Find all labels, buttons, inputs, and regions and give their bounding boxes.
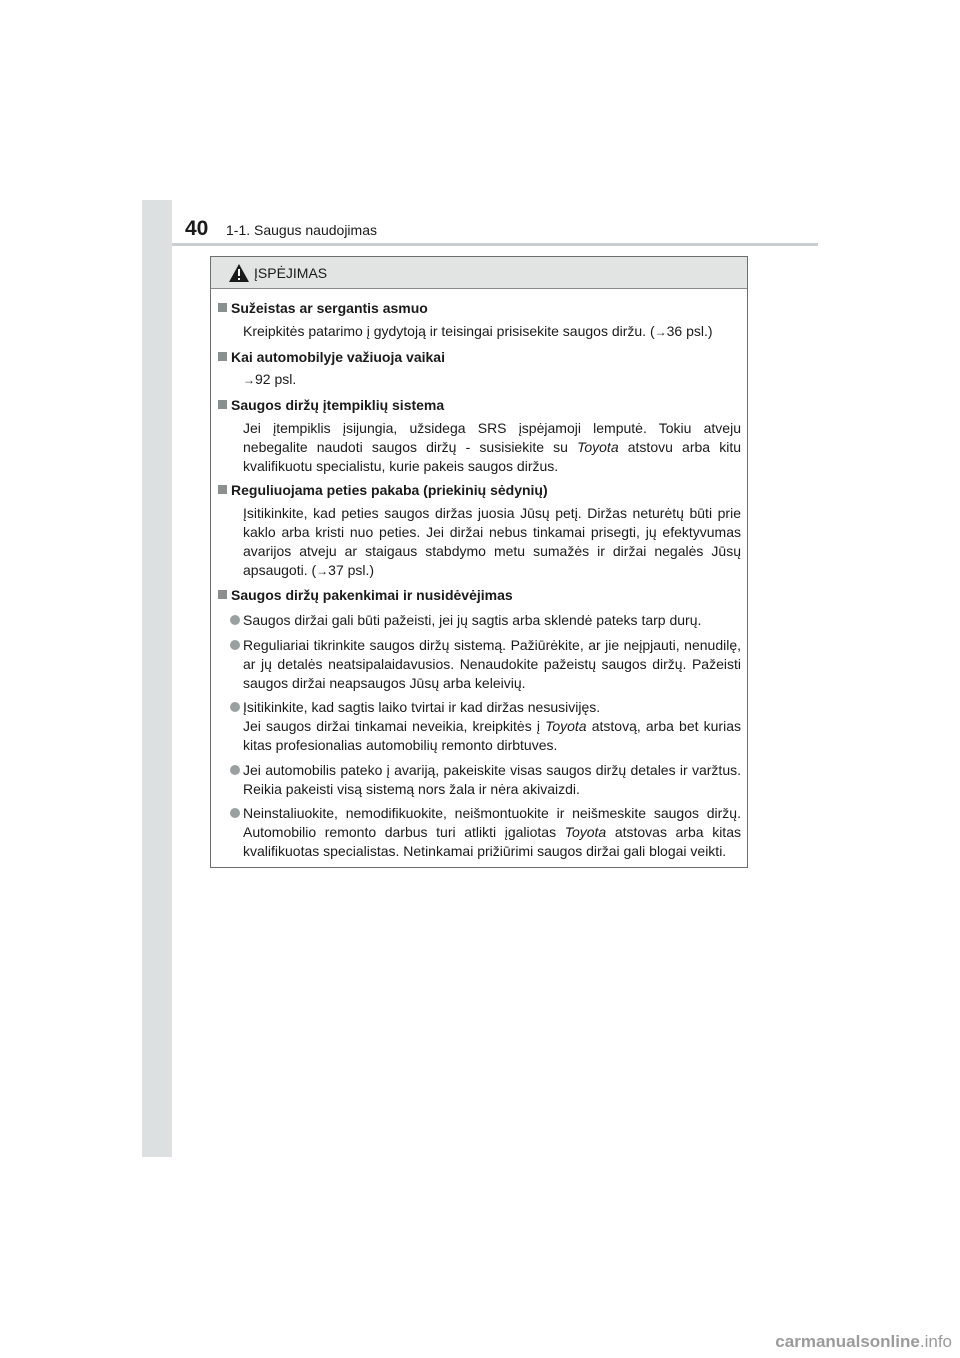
brand-name: Toyota <box>545 718 587 735</box>
entry-heading: Reguliuojama peties pakaba (priekinių sėdynių) <box>231 482 548 499</box>
entry-text: →92 psl. <box>243 371 297 388</box>
square-bullet-icon <box>218 485 227 494</box>
square-bullet-icon <box>218 590 227 599</box>
brand-name: Toyota <box>577 438 619 455</box>
list-item: Neinstaliuokite, nemodifikuokite, neišmontuokite ir neišmeskite saugos diržų. Automobilio remonto darbus turi atlikti įgaliotas Toyota atstovas arba kitas kvalifikuotas specialistas. Netinkamai prižiūrimi saugos diržai gali blogai veikti. <box>217 804 741 860</box>
entry-text: Kreipkitės patarimo į gydytoją ir teisingai prisisekite saugos diržu. (→36 psl.) <box>243 322 713 339</box>
header-rule <box>172 243 818 246</box>
side-band <box>142 200 172 1157</box>
brand-name: Toyota <box>564 824 607 841</box>
entry-text: Įsitikinkite, kad peties saugos diržas juosia Jūsų petį. Diržas neturėtų būti prie kaklo arba kristi nuo peties. Jei diržai nebus tinkamai prisegti, jų efektyvumas avarijos atveju ar staigaus stabdymo metu sumažės ir diržai negalės Jūsų apsaugoti. (→37 psl.) <box>243 505 741 578</box>
square-bullet-icon <box>218 352 227 361</box>
entry-damage-wear <box>217 586 741 860</box>
warning-body <box>211 289 747 861</box>
entry-pretensioner <box>217 396 741 475</box>
round-bullet-icon <box>230 615 240 625</box>
watermark: carmanualsonline.info <box>775 1332 952 1351</box>
list-item: Įsitikinkite, kad sagtis laiko tvirtai ir kad diržas nesusivijęs. Jei saugos diržai tinkamai neveikia, kreipkitės į Toyota atstovą, arba bet kurias kitas profesionalias automobilių remonto dirbtuves. <box>217 698 741 754</box>
list-item: Jei automobilis pateko į avariją, pakeiskite visas saugos diržų detales ir varžtus. Reikia pakeisti visą sistemą nors žala ir nėra akivaizdi. <box>217 761 741 799</box>
round-bullet-icon <box>230 808 240 818</box>
round-bullet-icon <box>230 702 240 712</box>
warning-header <box>211 257 747 289</box>
entry-heading: Saugos diržų įtempiklių sistema <box>231 397 445 414</box>
list-item: Saugos diržai gali būti pažeisti, jei jų sagtis arba sklendė pateks tarp durų. <box>217 611 741 630</box>
square-bullet-icon <box>218 303 227 312</box>
arrow-right-icon: → <box>654 324 667 339</box>
round-bullet-icon <box>230 640 240 650</box>
section-title: 1-1. Saugus naudojimas <box>226 222 377 238</box>
page-number: 40 <box>185 217 209 240</box>
entry-shoulder-anchor <box>217 481 741 580</box>
arrow-right-icon: → <box>243 373 255 388</box>
arrow-right-icon: → <box>316 563 329 578</box>
entry-text: Jei įtempiklis įsijungia, užsidega SRS įspėjamoji lemputė. Tokiu atveju nebegalite naudoti saugos diržų - susisiekite su Toyota atstovu arba kitu kvalifikuotu specialistu, kurie pakeis saugos diržus. <box>243 419 741 474</box>
entry-heading: Saugos diržų pakenkimai ir nusidėvėjimas <box>231 587 513 604</box>
round-bullet-icon <box>230 765 240 775</box>
entry-injured-person <box>217 299 741 342</box>
square-bullet-icon <box>218 400 227 409</box>
entry-heading: Sužeistas ar sergantis asmuo <box>231 300 428 316</box>
entry-children <box>217 348 741 391</box>
entry-heading: Kai automobilyje važiuoja vaikai <box>231 348 445 365</box>
warning-triangle-icon <box>228 263 250 283</box>
warning-box <box>210 256 748 868</box>
warning-title: ĮSPĖJIMAS <box>254 265 328 281</box>
list-item: Reguliariai tikrinkite saugos diržų sistemą. Pažiūrėkite, ar jie neįpjauti, nenudilę, ar jų detalės neatsipalaidavusios. Nenaudokite pažeistų saugos diržų. Pažeisti saugos diržai neapsaugos Jūsų arba keleivių. <box>217 636 741 692</box>
